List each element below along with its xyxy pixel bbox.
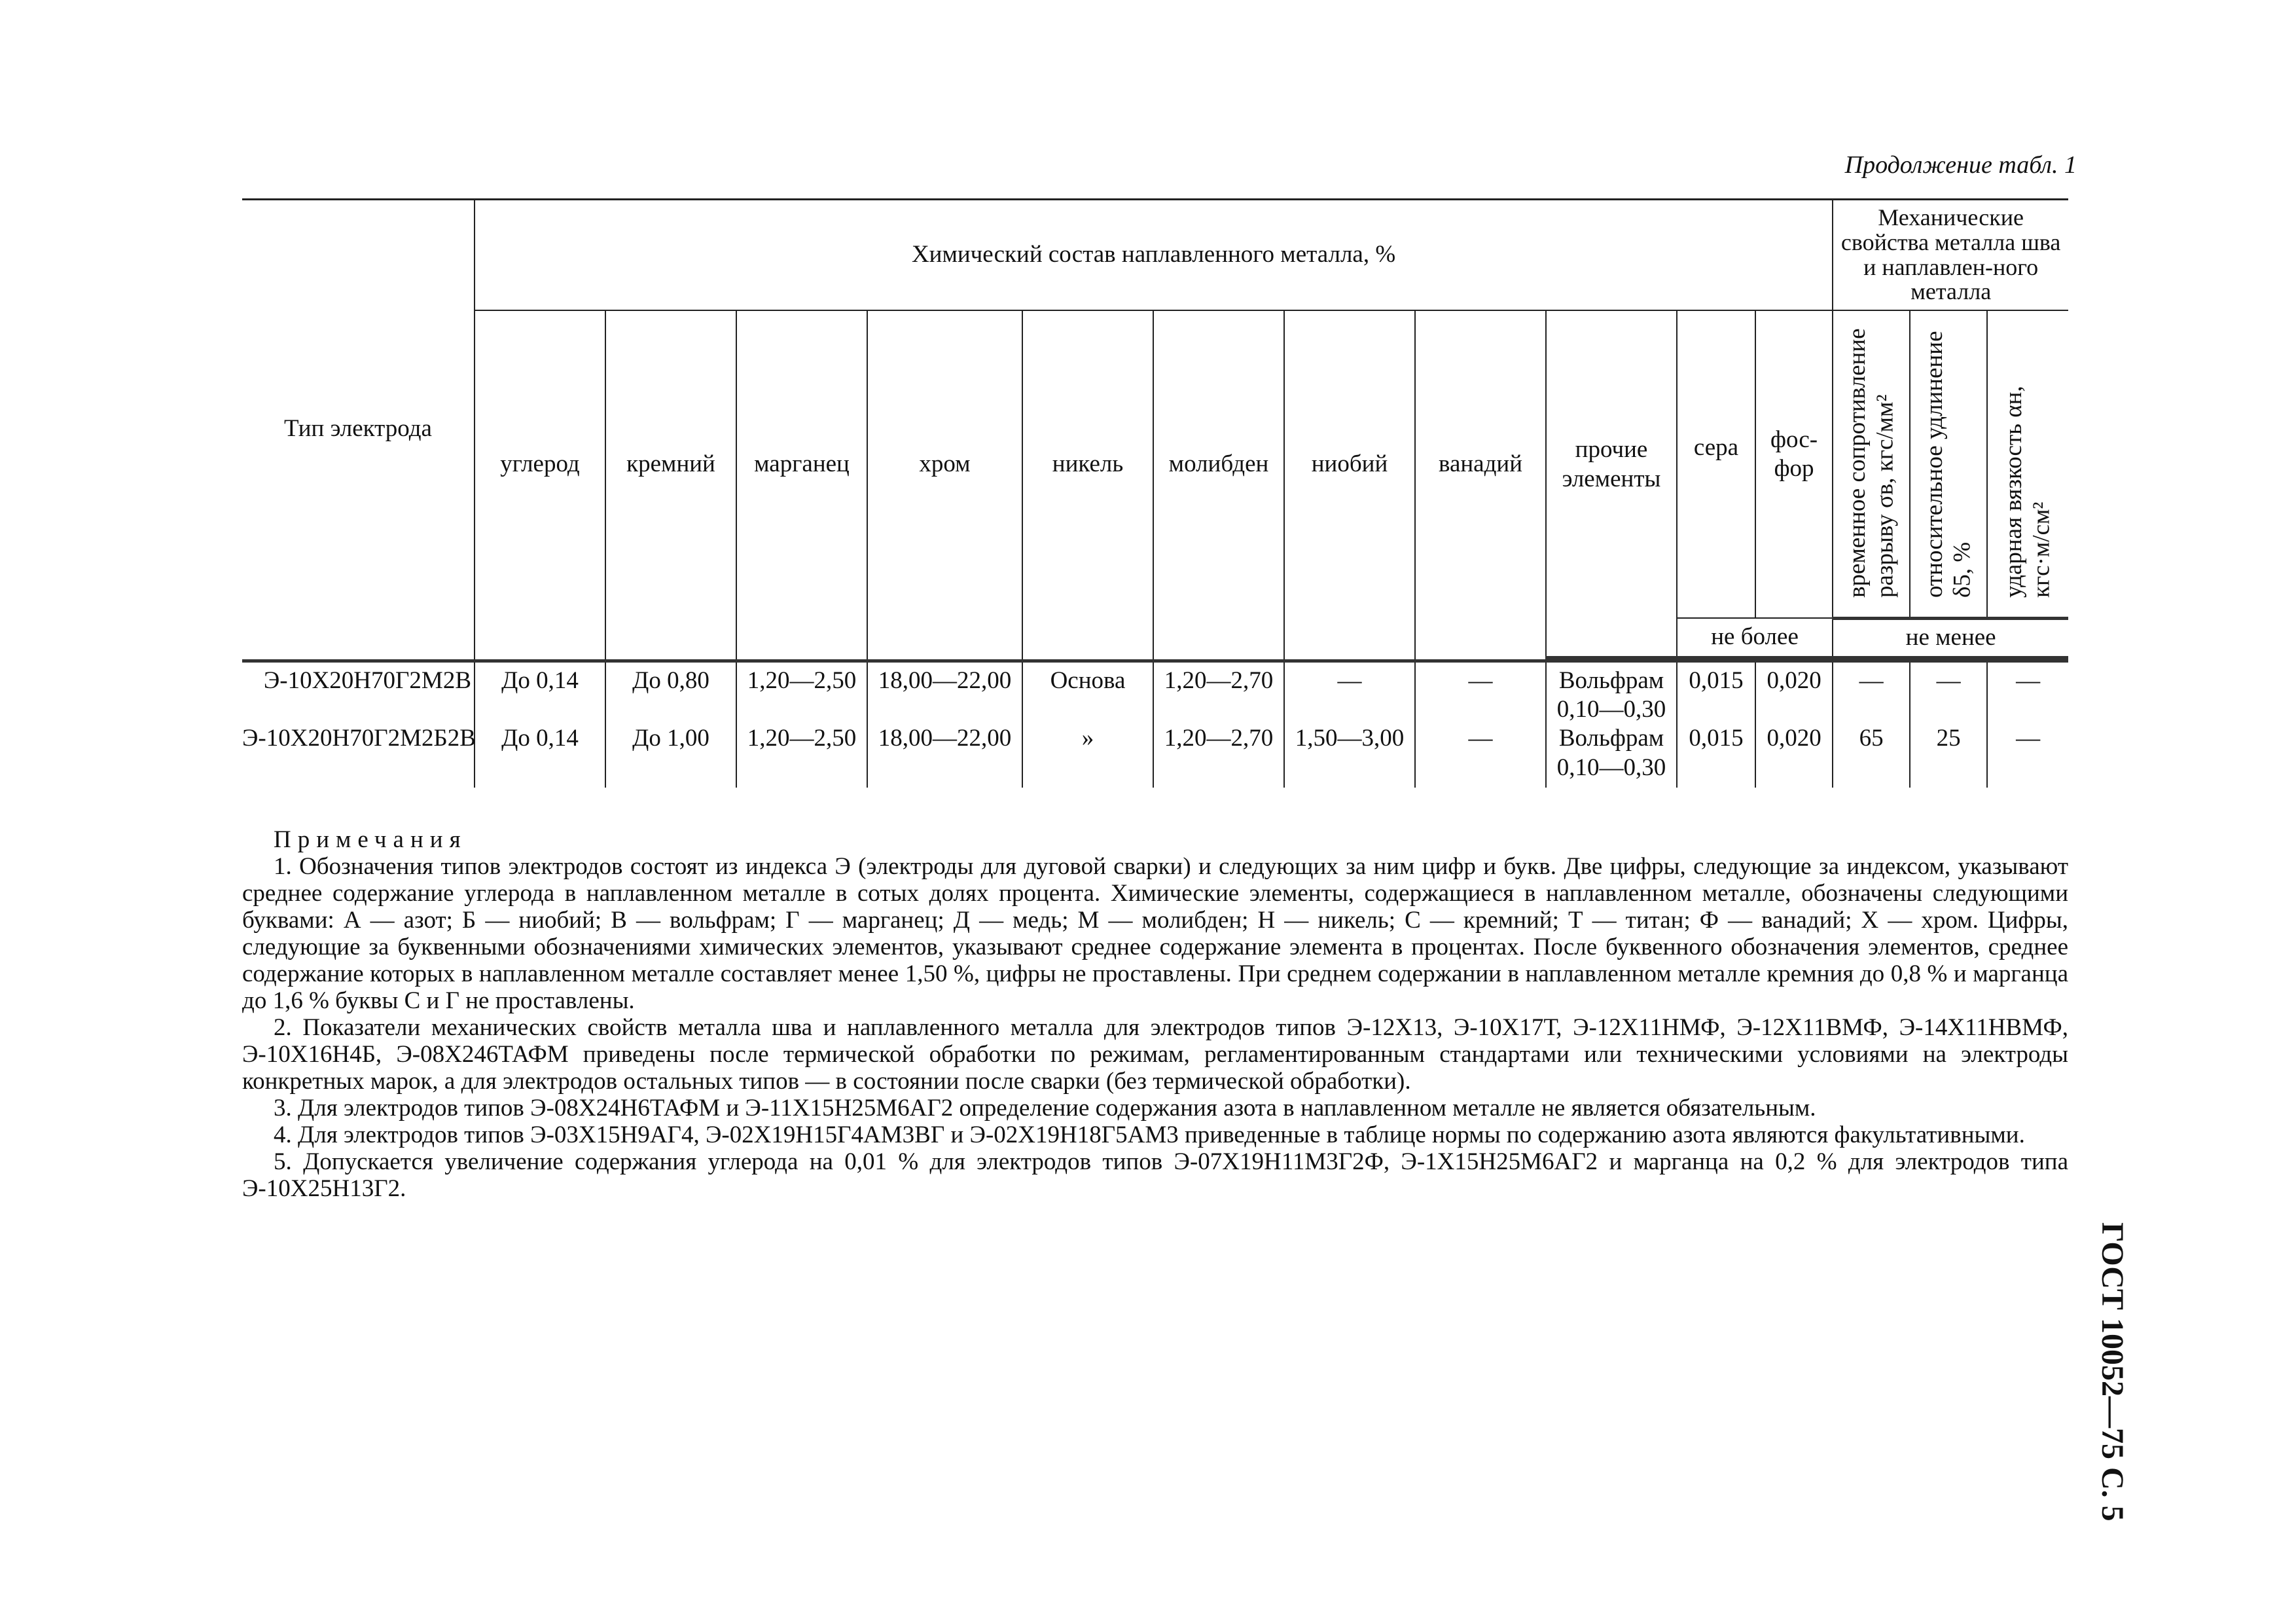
cell-other <box>1546 724 1677 788</box>
cell-silicon: До 0,80 <box>605 661 736 724</box>
cell-silicon: До 1,00 <box>605 724 736 788</box>
cell-phosphorus: 0,020 <box>1755 724 1833 788</box>
cell-niobium: 1,50—3,00 <box>1284 724 1415 788</box>
header-strength-text: временное сопротивление разрыву σв, кгс/мм² <box>1843 328 1899 598</box>
cell-chromium: 18,00—22,00 <box>867 661 1022 724</box>
header-elongation-text: относительное удлинение δ5, % <box>1920 331 1976 598</box>
note-item: 4. Для электродов типов Э-03Х15Н9АГ4, Э-02Х19Н15Г4АМ3ВГ и Э-02Х19Н18Г5АМ3 приведенные в таблице нормы по содержанию азота являются факультативными. <box>274 1122 2025 1148</box>
table-row <box>242 661 2068 724</box>
header-mechanical-properties: Механические свойства металла шва и наплавлен-ного металла <box>1833 200 2068 311</box>
cell-molybdenum: 1,20—2,70 <box>1153 661 1284 724</box>
header-impact-text: ударная вязкость αн, кгс·м/см² <box>2000 386 2055 598</box>
header-nickel: никель <box>1022 310 1153 618</box>
cell-niobium: — <box>1284 661 1415 724</box>
electrode-composition-table <box>242 198 2068 788</box>
note-item: 3. Для электродов типов Э-08Х24Н6ТАФМ и Э-11Х15Н25М6АГ2 определение содержания азота в наплавленном металле не является обязательным. <box>274 1095 1816 1122</box>
header-impact <box>1987 310 2068 618</box>
cell-strength: 65 <box>1833 724 1910 788</box>
cell-vanadium: — <box>1415 661 1546 724</box>
cell-manganese: 1,20—2,50 <box>736 661 867 724</box>
cell-other-name: Вольфрам <box>1558 666 1664 694</box>
header-chemical-composition: Химический состав наплавленного металла, % <box>475 200 1833 311</box>
note-item: 5. Допускается увеличение содержания углерода на 0,01 % для электродов типов Э-07Х19Н11М3Г2Ф, Э-1Х15Н25М6АГ2 и марганца на 0,2 % для электродов типа Э-10Х25Н13Г2. <box>242 1148 2068 1202</box>
cell-nickel: Основа <box>1022 661 1153 724</box>
cell-impact: — <box>1987 661 2068 724</box>
cell-sulfur: 0,015 <box>1677 724 1755 788</box>
notes-heading: Примечания <box>274 826 467 853</box>
header-carbon: углерод <box>475 310 605 618</box>
note-item: 2. Показатели механических свойств металла шва и наплавленного металла для электродов типов Э-12Х13, Э-10Х17Т, Э-12Х11НМФ, Э-12Х11ВМФ, Э-14Х11НВМФ, Э-10Х16Н4Б, Э-08Х246ТАФМ приведены после термической обработки по режимам, регламентированным стандартами или техническими условиями на электроды конкретных марок, а для электродов остальных типов — в состоянии после сварки (без термической обработки). <box>242 1014 2068 1095</box>
cell-carbon: До 0,14 <box>475 661 605 724</box>
header-chromium: хром <box>867 310 1022 618</box>
cell-chromium: 18,00—22,00 <box>867 724 1022 788</box>
note-item: 1. Обозначения типов электродов состоят из индекса Э (электроды для дуговой сварки) и следующих за ним цифр и букв. Две цифры, следующие за индексом, указывают среднее содержание углерода в наплавленном металле в сотых долях процента. Химические элементы, содержащиеся в наплавленном металле, обозначены следующими буквами: А — азот; Б — ниобий; В — вольфрам; Г — марганец; Д — медь; М — молибден; Н — никель; С — кремний; Т — титан; Ф — ванадий; Х — хром. Цифры, следующие за буквенными обозначениями химических элементов, указывают среднее содержание элемента в процентах. После буквенного обозначения элементов, среднее содержание которых в наплавленном металле составляет менее 1,50 %, цифры не проставлены. При среднем содержании в наплавленном металле кремния до 0,8 % и марганца до 1,6 % буквы С и Г не проставлены. <box>242 853 2068 1014</box>
header-molybdenum: молибден <box>1153 310 1284 618</box>
cell-nickel: » <box>1022 724 1153 788</box>
cell-elongation: 25 <box>1910 724 1987 788</box>
cell-strength: — <box>1833 661 1910 724</box>
table-row <box>242 724 2068 788</box>
cell-sulfur: 0,015 <box>1677 661 1755 724</box>
header-niobium: ниобий <box>1284 310 1415 618</box>
cell-impact: — <box>1987 724 2068 788</box>
header-electrode-type: Тип электрода <box>242 200 475 658</box>
header-sulfur: сера <box>1677 310 1755 618</box>
cell-other-value: 0,10—0,30 <box>1556 754 1666 781</box>
cell-other-name: Вольфрам <box>1558 725 1664 752</box>
header-vanadium: ванадий <box>1415 310 1546 618</box>
cell-other-value: 0,10—0,30 <box>1556 696 1666 723</box>
cell-phosphorus: 0,020 <box>1755 661 1833 724</box>
header-not-more: не более <box>1677 618 1833 657</box>
notes-section <box>242 826 2068 1202</box>
header-not-less: не менее <box>1833 618 2068 657</box>
header-manganese: марганец <box>736 310 867 618</box>
cell-other <box>1546 661 1677 724</box>
cell-carbon: До 0,14 <box>475 724 605 788</box>
cell-vanadium: — <box>1415 724 1546 788</box>
cell-elongation: — <box>1910 661 1987 724</box>
cell-molybdenum: 1,20—2,70 <box>1153 724 1284 788</box>
header-silicon: кремний <box>605 310 736 618</box>
cell-manganese: 1,20—2,50 <box>736 724 867 788</box>
standard-page-label: ГОСТ 10052—75 С. 5 <box>2095 1222 2130 1522</box>
cell-type: Э-10Х20Н70Г2М2Б2В <box>242 725 476 752</box>
header-other-elements: прочие элементы <box>1546 310 1677 618</box>
header-phosphorus: фос-фор <box>1755 310 1833 618</box>
cell-type: Э-10Х20Н70Г2М2В <box>263 666 471 694</box>
header-elongation <box>1910 310 1987 618</box>
table-continuation-caption: Продолжение табл. 1 <box>1844 151 2077 179</box>
header-strength <box>1833 310 1910 618</box>
